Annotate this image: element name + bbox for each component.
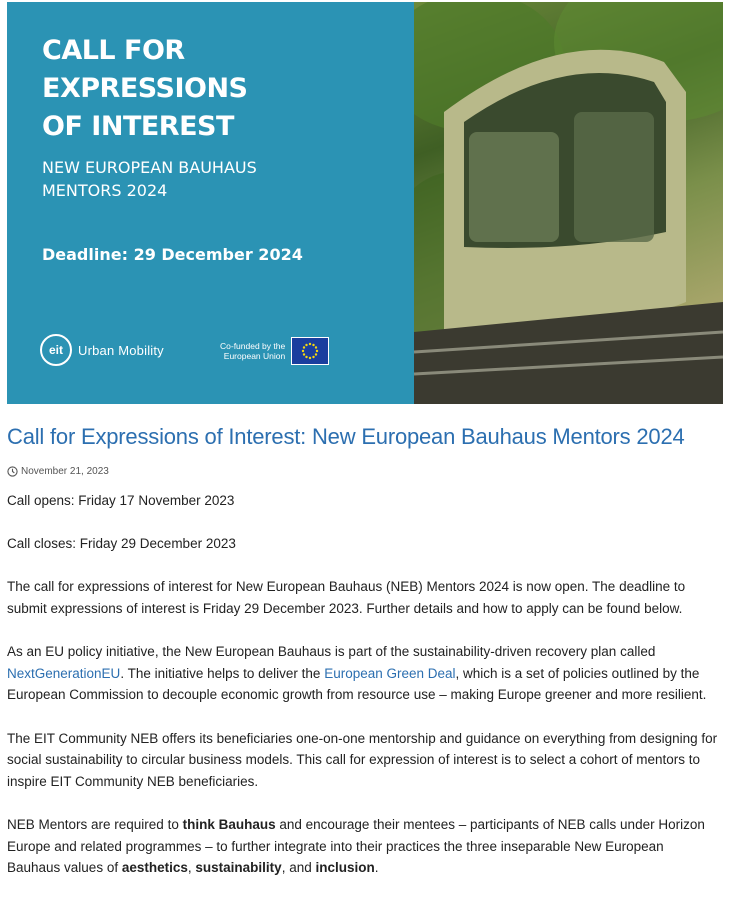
paragraph-policy-text-c: , which is a set of policies outlined by the European Commission to decouple economic growth from resource use – making Europe greener and more resilient. (7, 665, 707, 703)
call-closes: Call closes: Friday 29 December 2023 (7, 536, 236, 552)
separator-1: , (187, 860, 196, 876)
hero-text-block (42, 32, 257, 202)
paragraph-end: . (374, 860, 379, 876)
eit-logo-icon: eit (40, 334, 72, 366)
paragraph-mentors-text-b: and encourage their mentees – participants of NEB calls under Horizon Europe and related programmes – to further integrate into their practices the three inseparable New European Bauhaus values of (7, 816, 705, 876)
think-bauhaus-bold: think Bauhaus (182, 816, 276, 832)
call-opens: Call opens: Friday 17 November 2023 (7, 493, 235, 508)
paragraph-mentors (7, 814, 719, 879)
eu-cofunded-logo (220, 337, 329, 365)
article-body (7, 490, 719, 900)
eu-flag-icon (291, 337, 329, 365)
clock-icon (7, 466, 18, 477)
paragraph-community: The EIT Community NEB offers its beneficiaries one-on-one mentorship and guidance on everything from designing for social sustainability to circular business models. This call for expression of interest is to select a cohort of mentors to inspire EIT Community NEB beneficiaries. (7, 730, 718, 789)
separator-2: , and (281, 860, 316, 876)
inclusion-bold: inclusion (315, 860, 375, 876)
hero-banner (7, 2, 723, 404)
eu-cofunded-label: Co-funded by the European Union (220, 341, 286, 361)
eit-urban-mobility-logo (40, 334, 164, 366)
paragraph-policy-text-b: . The initiative helps to deliver the (120, 665, 325, 681)
nextgenerationeu-link[interactable]: NextGenerationEU (7, 665, 121, 681)
paragraph-policy-text-a: As an EU policy initiative, the New European Bauhaus is part of the sustainability-driven recovery plan called (7, 644, 656, 660)
paragraph-mentors-text-a: NEB Mentors are required to (7, 816, 183, 832)
post-meta (7, 466, 109, 477)
hero-heading: CALL FOR EXPRESSIONS OF INTEREST (42, 35, 248, 142)
hero-subheading: NEW EUROPEAN BAUHAUS MENTORS 2024 (42, 158, 257, 200)
hero-deadline: Deadline: 29 December 2024 (42, 245, 303, 264)
article-title: Call for Expressions of Interest: New European Bauhaus Mentors 2024 (7, 424, 685, 449)
sustainability-bold: sustainability (195, 860, 282, 876)
european-green-deal-link[interactable]: European Green Deal (324, 665, 456, 681)
aesthetics-bold: aesthetics (121, 860, 188, 876)
paragraph-intro: The call for expressions of interest for New European Bauhaus (NEB) Mentors 2024 is now open. The deadline to submit expressions of interest is Friday 29 December 2023. Further details and how to apply can be found below. (7, 579, 686, 616)
post-date: November 21, 2023 (21, 466, 109, 477)
eit-logo-label: Urban Mobility (78, 342, 164, 358)
hero-photo-tram (414, 2, 723, 404)
paragraph-policy (7, 641, 719, 706)
